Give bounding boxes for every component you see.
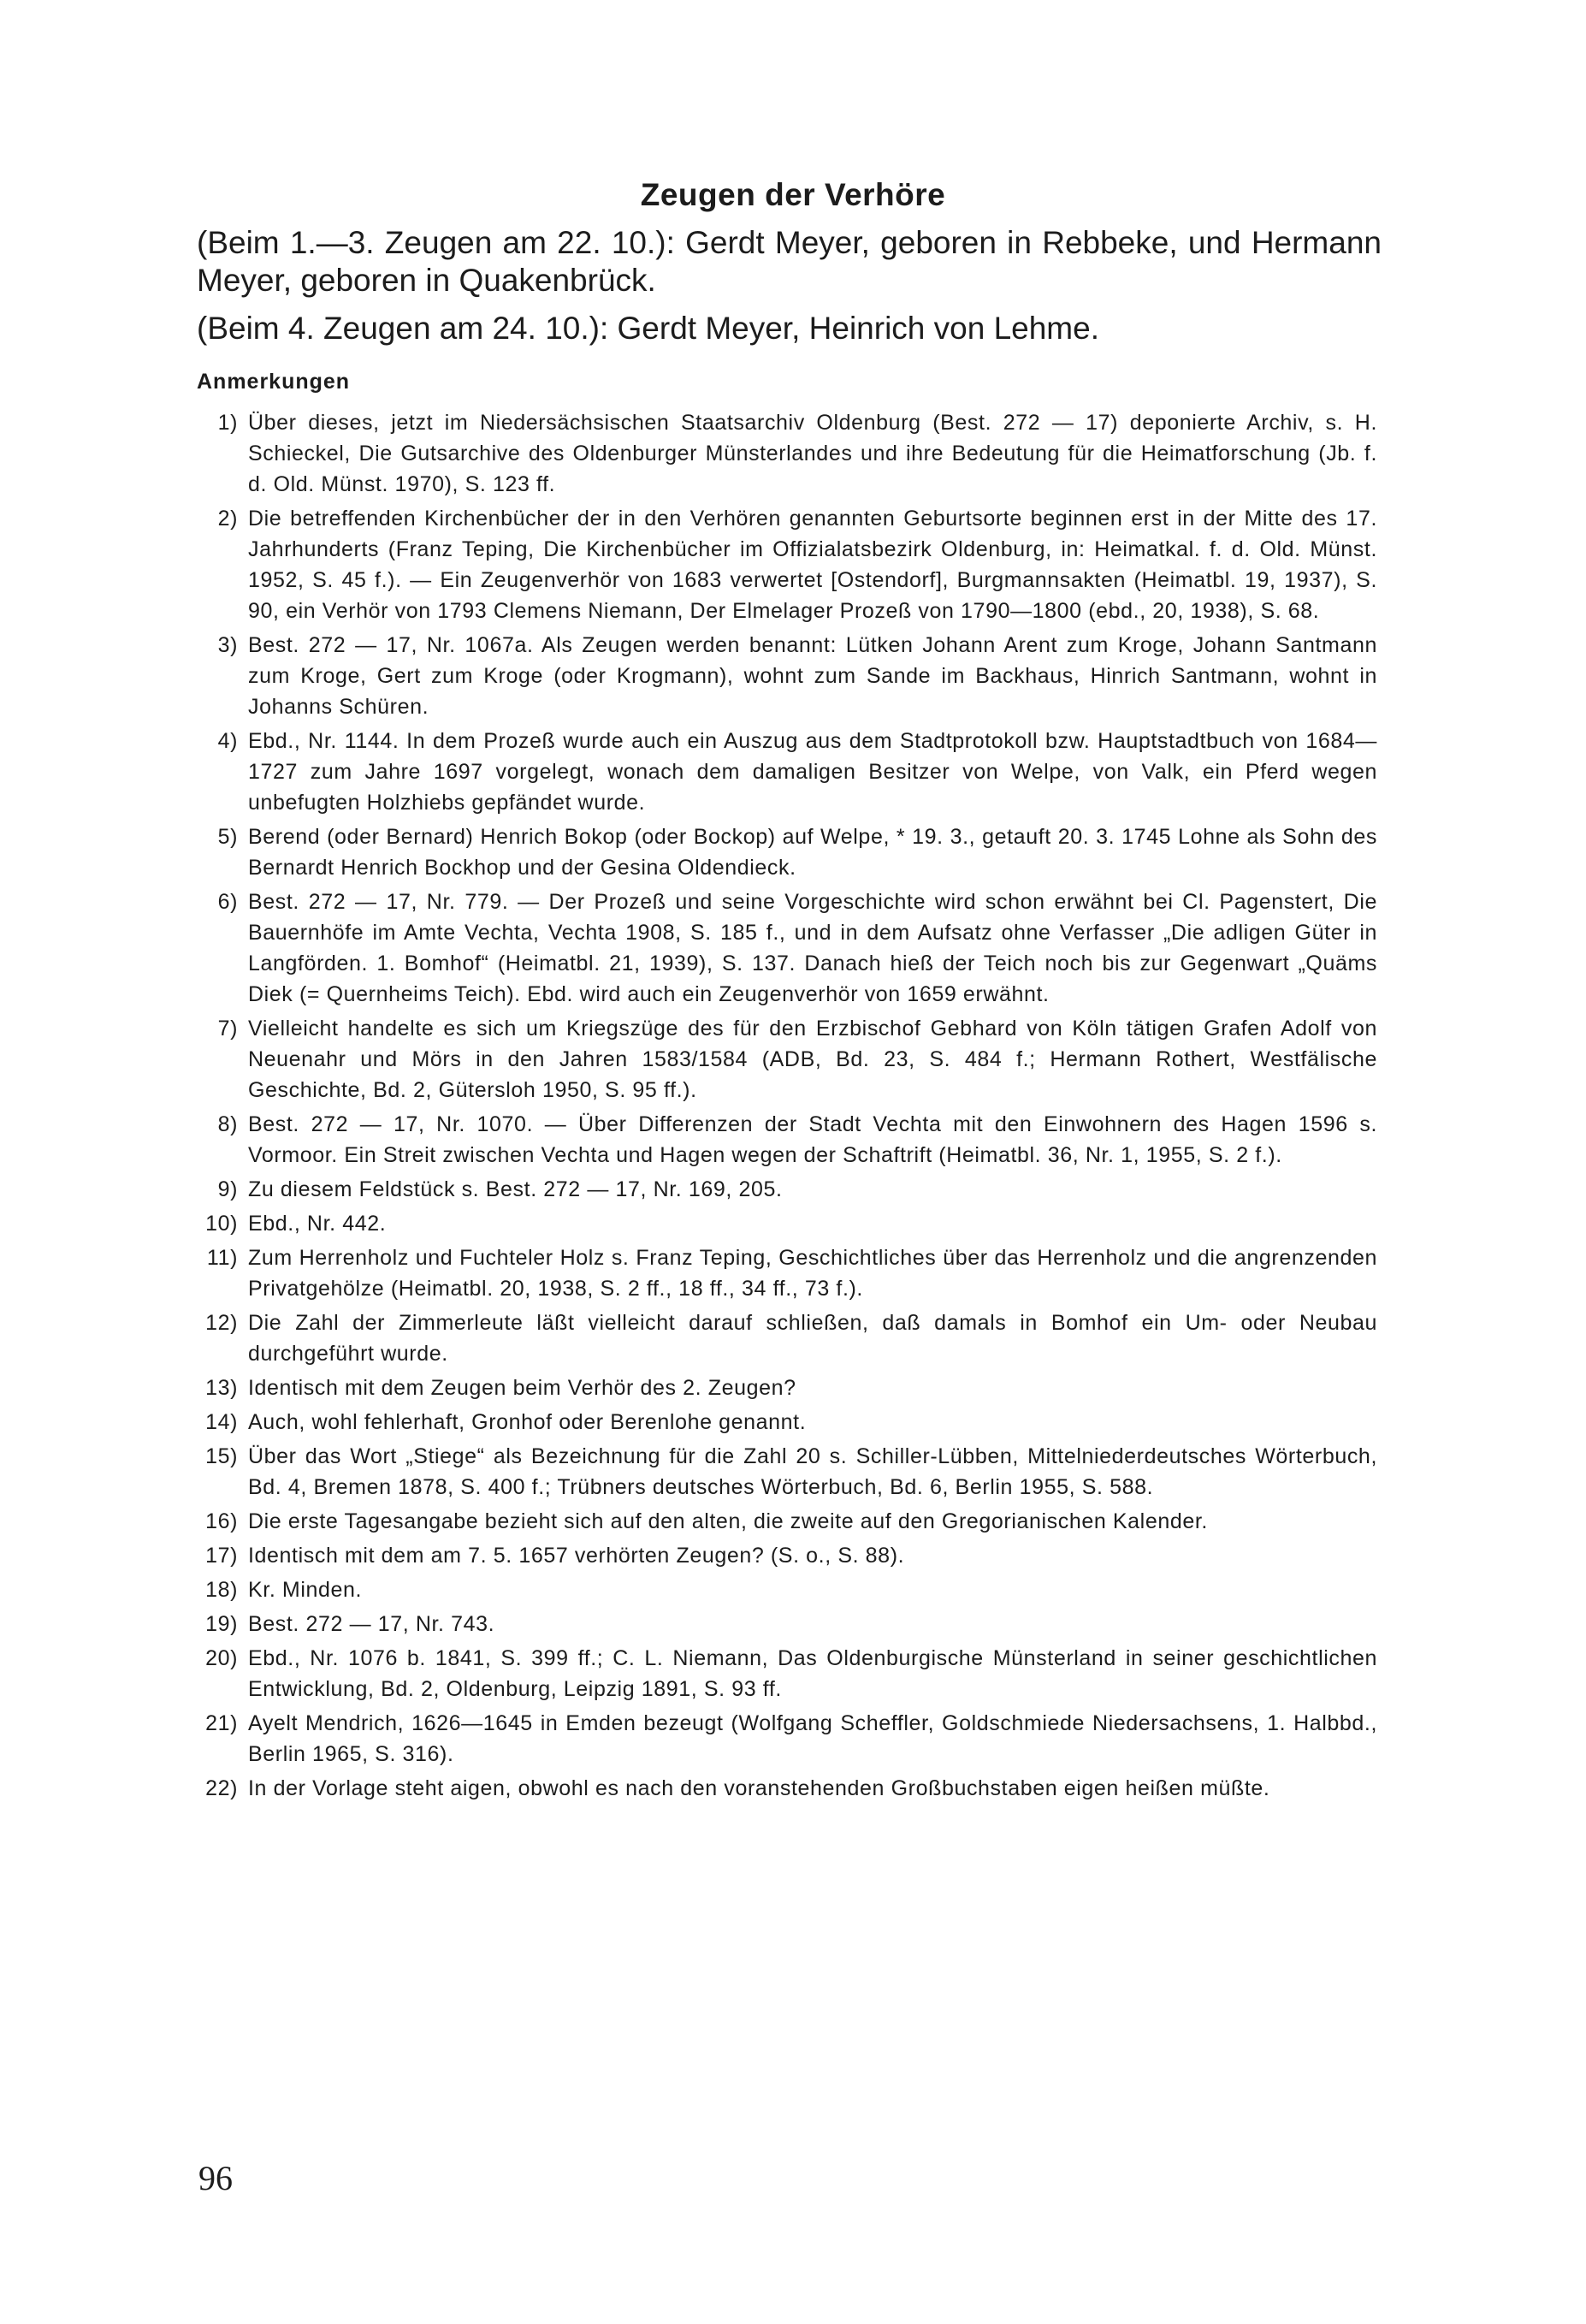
note-14	[197, 1407, 1377, 1438]
note-number: 6)	[217, 890, 238, 914]
note-number: 9)	[217, 1177, 238, 1201]
note-text: Ayelt Mendrich, 1626—1645 in Emden bezeugt (Wolfgang Scheffler, Goldschmiede Niedersachsens, 1. Halbbd., Berlin 1965, S. 316).	[248, 1711, 1377, 1766]
note-number: 22)	[205, 1776, 238, 1800]
note-11	[197, 1242, 1377, 1304]
note-text: Die Zahl der Zimmerleute läßt vielleicht darauf schließen, daß damals in Bomhof ein Um- oder Neubau durchgeführt wurde.	[248, 1311, 1377, 1366]
notes-list	[197, 407, 1377, 1807]
note-22	[197, 1773, 1377, 1804]
note-number: 5)	[217, 825, 238, 849]
note-text: Best. 272 — 17, Nr. 743.	[248, 1612, 495, 1636]
note-text: Zu diesem Feldstück s. Best. 272 — 17, Nr. 169, 205.	[248, 1177, 783, 1201]
note-4	[197, 726, 1377, 818]
note-number: 11)	[206, 1246, 238, 1270]
note-3	[197, 630, 1377, 722]
note-15	[197, 1441, 1377, 1503]
note-text: Identisch mit dem am 7. 5. 1657 verhörten Zeugen? (S. o., S. 88).	[248, 1544, 905, 1568]
witness-line-1: (Beim 1.—3. Zeugen am 22. 10.): Gerdt Meyer, geboren in Rebbeke, und Hermann Meyer, geboren in Quakenbrück.	[197, 225, 1382, 298]
note-number: 13)	[205, 1376, 238, 1400]
note-text: Best. 272 — 17, Nr. 1070. — Über Differenzen der Stadt Vechta mit den Einwohnern des Hagen 1596 s. Vormoor. Ein Streit zwischen Vechta und Hagen wegen der Schaftrift (Heimatbl. 36, Nr. 1, 1955, S. 2 f.).	[248, 1112, 1377, 1167]
note-1	[197, 407, 1377, 500]
note-number: 4)	[217, 729, 238, 753]
note-text: Vielleicht handelte es sich um Kriegszüge des für den Erzbischof Gebhard von Köln tätigen Grafen Adolf von Neuenahr und Mörs in den Jahren 1583/1584 (ADB, Bd. 23, S. 484 f.; Hermann Rothert, Westfälische Geschichte, Bd. 2, Gütersloh 1950, S. 95 ff.).	[248, 1017, 1377, 1102]
note-12	[197, 1307, 1377, 1369]
note-text: Über dieses, jetzt im Niedersächsischen Staatsarchiv Oldenburg (Best. 272 — 17) deponierte Archiv, s. H. Schieckel, Die Gutsarchive des Oldenburger Münsterlandes und ihre Bedeutung für die Heimatforschung (Jb. f. d. Old. Münst. 1970), S. 123 ff.	[248, 411, 1377, 496]
note-number: 10)	[205, 1212, 238, 1236]
note-number: 2)	[217, 507, 238, 531]
note-number: 19)	[205, 1612, 238, 1636]
note-text: Die erste Tagesangabe bezieht sich auf den alten, die zweite auf den Gregorianischen Kalender.	[248, 1509, 1208, 1533]
note-number: 17)	[205, 1544, 238, 1568]
note-10	[197, 1208, 1377, 1239]
note-text: Ebd., Nr. 1144. In dem Prozeß wurde auch ein Auszug aus dem Stadtprotokoll bzw. Hauptstadtbuch von 1684—1727 zum Jahre 1697 vorgelegt, wonach dem damaligen Besitzer von Welpe, von Valk, ein Pferd wegen unbefugten Holzhiebs gepfändet wurde.	[248, 729, 1377, 815]
note-8	[197, 1109, 1377, 1171]
note-text: Die betreffenden Kirchenbücher der in den Verhören genannten Geburtsorte beginnen erst in der Mitte des 17. Jahrhunderts (Franz Teping, Die Kirchenbücher im Offizialatsbezirk Oldenburg, in: Heimatkal. f. d. Old. Münst. 1952, S. 45 f.). — Ein Zeugenverhör von 1683 verwertet [Ostendorf], Burgmannsakten (Heimatbl. 19, 1937), S. 90, ein Verhör von 1793 Clemens Niemann, Der Elmelager Prozeß von 1790—1800 (ebd., 20, 1938), S. 68.	[248, 507, 1377, 623]
note-number: 18)	[205, 1578, 238, 1602]
note-text: Zum Herrenholz und Fuchteler Holz s. Franz Teping, Geschichtliches über das Herrenholz und die angrenzenden Privatgehölze (Heimatbl. 20, 1938, S. 2 ff., 18 ff., 34 ff., 73 f.).	[248, 1246, 1377, 1301]
note-17	[197, 1540, 1377, 1571]
note-number: 21)	[205, 1711, 238, 1735]
note-number: 20)	[205, 1646, 238, 1670]
section-heading: Zeugen der Verhöre	[640, 177, 946, 212]
note-number: 8)	[217, 1112, 238, 1136]
note-number: 16)	[205, 1509, 238, 1533]
note-text: Kr. Minden.	[248, 1578, 363, 1602]
note-18	[197, 1574, 1377, 1605]
page-number: 96	[198, 2159, 233, 2197]
note-text: Über das Wort „Stiege“ als Bezeichnung für die Zahl 20 s. Schiller-Lübben, Mittelniederdeutsches Wörterbuch, Bd. 4, Bremen 1878, S. 400 f.; Trübners deutsches Wörterbuch, Bd. 6, Berlin 1955, S. 588.	[248, 1444, 1377, 1499]
note-9	[197, 1174, 1377, 1205]
note-number: 3)	[217, 633, 238, 657]
witness-line-2: (Beim 4. Zeugen am 24. 10.): Gerdt Meyer, Heinrich von Lehme.	[197, 311, 1099, 346]
note-19	[197, 1609, 1377, 1639]
note-text: Auch, wohl fehlerhaft, Gronhof oder Berenlohe genannt.	[248, 1410, 807, 1434]
note-21	[197, 1708, 1377, 1770]
note-text: Berend (oder Bernard) Henrich Bokop (oder Bockop) auf Welpe, * 19. 3., getauft 20. 3. 1745 Lohne als Sohn des Bernardt Henrich Bockhop und der Gesina Oldendieck.	[248, 825, 1377, 880]
note-number: 7)	[217, 1017, 238, 1040]
note-5	[197, 821, 1377, 883]
note-number: 14)	[205, 1410, 238, 1434]
note-2	[197, 503, 1377, 626]
note-text: Identisch mit dem Zeugen beim Verhör des 2. Zeugen?	[248, 1376, 796, 1400]
note-text: Ebd., Nr. 442.	[248, 1212, 387, 1236]
note-number: 1)	[217, 411, 238, 435]
note-7	[197, 1013, 1377, 1106]
note-number: 15)	[205, 1444, 238, 1468]
note-text: Best. 272 — 17, Nr. 1067a. Als Zeugen werden benannt: Lütken Johann Arent zum Kroge, Johann Santmann zum Kroge, Gert zum Kroge (oder Krogmann), wohnt zum Sande im Backhaus, Hinrich Santmann, wohnt in Johanns Schüren.	[248, 633, 1377, 719]
note-16	[197, 1506, 1377, 1537]
note-20	[197, 1643, 1377, 1704]
note-text: In der Vorlage steht aigen, obwohl es nach den voranstehenden Großbuchstaben eigen heißen müßte.	[248, 1776, 1270, 1800]
note-text: Ebd., Nr. 1076 b. 1841, S. 399 ff.; C. L. Niemann, Das Oldenburgische Münsterland in seiner geschichtlichen Entwicklung, Bd. 2, Oldenburg, Leipzig 1891, S. 93 ff.	[248, 1646, 1377, 1701]
note-number: 12)	[205, 1311, 238, 1335]
note-13	[197, 1372, 1377, 1403]
note-6	[197, 886, 1377, 1010]
notes-title: Anmerkungen	[197, 370, 351, 394]
note-text: Best. 272 — 17, Nr. 779. — Der Prozeß und seine Vorgeschichte wird schon erwähnt bei Cl. Pagenstert, Die Bauernhöfe im Amte Vechta, Vechta 1908, S. 185 f., und in dem Aufsatz ohne Verfasser „Die adligen Güter in Langförden. 1. Bomhof“ (Heimatbl. 21, 1939), S. 137. Danach hieß der Teich noch bis zur Gegenwart „Quäms Diek (= Quernheims Teich). Ebd. wird auch ein Zeugenverhör von 1659 erwähnt.	[248, 890, 1377, 1006]
